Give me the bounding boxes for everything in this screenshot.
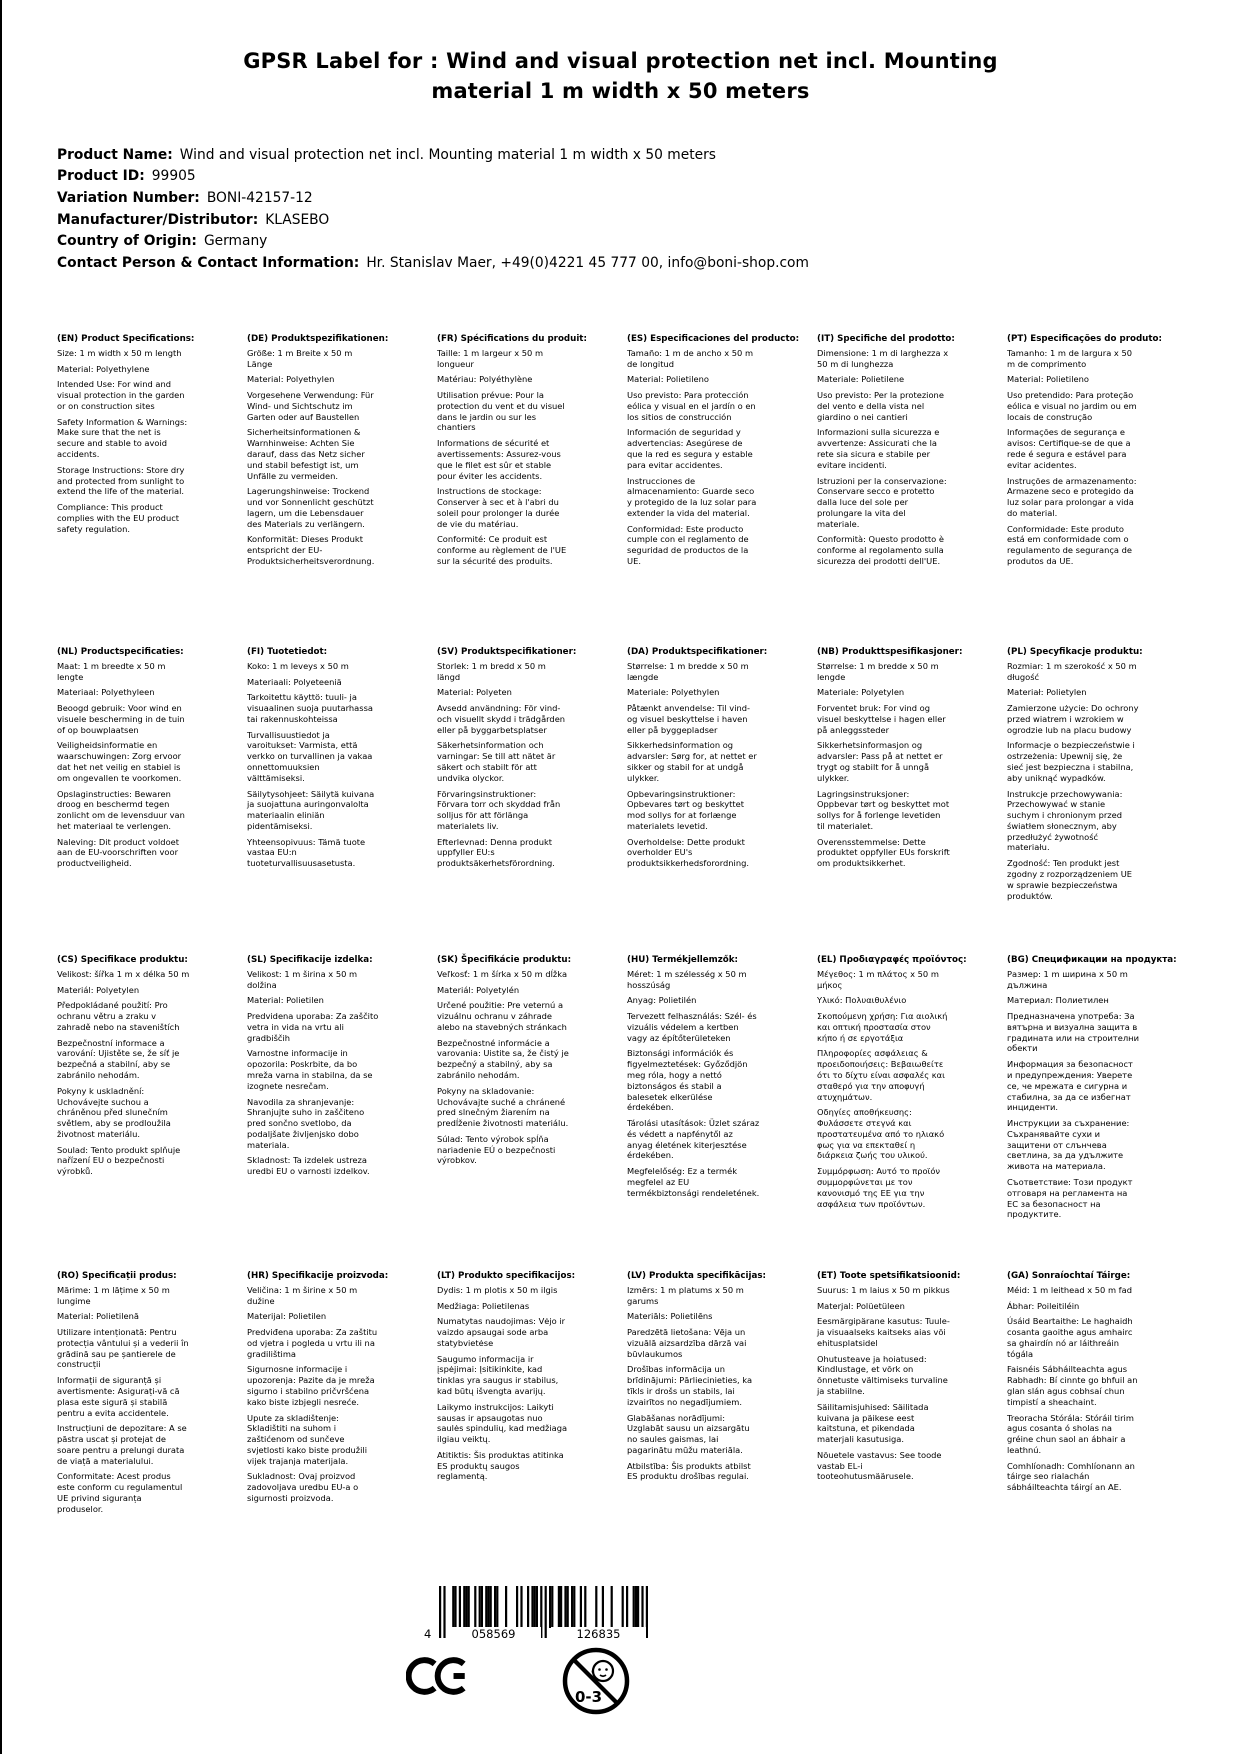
spec-paragraph: Comhlíonadh: Comhlíonann an táirge seo rialachán sábháilteachta táirgí an AE. (1007, 1460, 1135, 1493)
spec-heading: (DA) Produktspecifikationer: (627, 647, 768, 658)
spec-paragraph: Yhteensopivuus: Tämä tuote vastaa EU:n tuoteturvallisuusasetusta. (247, 836, 366, 869)
spec-paragraph: Materjal: Polüetüleen (817, 1300, 905, 1311)
spec-paragraph: Materiale: Polyethylen (627, 687, 720, 698)
product-info-label: Contact Person & Contact Information: (57, 254, 360, 271)
spec-paragraph: Vorgesehene Verwendung: Für Wind- und Sichtschutz im Garten oder auf Baustellen (247, 390, 374, 422)
spec-heading: (LV) Produkta specifikācijas: (627, 1271, 766, 1282)
spec-paragraph: Laikymo instrukcijos: Laikyti sausas ir apsaugotas nuo saulės spindulių, kad medžiaga ilgiau veiktų. (437, 1401, 568, 1445)
spec-paragraph: Předpokládané použití: Pro ochranu větru a zraku v zahradě nebo na staveništích (57, 1000, 180, 1032)
spec-paragraph: Safety Information & Warnings: Make sure that the net is secure and stable to avoid accidents. (57, 416, 188, 459)
spec-heading: (EN) Product Specifications: (57, 334, 195, 345)
spec-paragraph: Material: Polyethylen (247, 374, 335, 385)
spec-paragraph: Informazioni sulla sicurezza e avvertenze: Assicurati che la rete sia sicura e stabile per evitare incidenti. (817, 427, 940, 470)
spec-block-et (817, 1271, 997, 1519)
spec-paragraph: Opslaginstructies: Bewaren droog en beschermd tegen zonlicht om de levensduur van het materiaal te verlengen. (57, 788, 185, 831)
spec-paragraph: Forventet bruk: For vind og visuel beskyttelse i hagen eller på anleggssteder (817, 703, 946, 735)
spec-paragraph: Materiál: Polyetylén (437, 984, 520, 995)
spec-paragraph: Instrucciones de almacenamiento: Guarde seco y protegido de la luz solar para extender la vida del material. (627, 475, 757, 518)
spec-paragraph: Информация за безопасност и предупреждения: Уверете се, че мрежата е сигурна и стабилна, за да се избегнат инциденти. (1007, 1059, 1133, 1113)
product-info-row (57, 231, 1241, 253)
spec-paragraph: Intended Use: For wind and visual protection in the garden or on construction sites (57, 379, 185, 411)
spec-paragraph: Zamierzone użycie: Do ochrony przed wiatrem i wzrokiem w ogrodzie lub na placu budowy (1007, 703, 1139, 735)
spec-heading: (BG) Спецификации на продукта: (1007, 955, 1177, 966)
spec-paragraph: Πληροφορίες ασφάλειας & προειδοποιήσεις: Βεβαιωθείτε ότι το δίχτυ είναι ασφαλές και σταθερό για την αποφυγή ατυχημάτων. (817, 1048, 945, 1102)
spec-paragraph: Suurus: 1 m laius x 50 m pikkus (817, 1284, 950, 1295)
product-info-value: Hr. Stanislav Maer, +49(0)4221 45 777 00, info@boni-shop.com (366, 254, 809, 271)
spec-paragraph: Material: Polietilenă (57, 1311, 139, 1322)
spec-paragraph: Medžiaga: Polietilenas (437, 1300, 530, 1311)
spec-paragraph: Materiál: Polyetylen (57, 984, 140, 995)
spec-paragraph: Zgodność: Ten produkt jest zgodny z rozporządzeniem UE w sprawie bezpieczeństwa produktów. (1007, 858, 1133, 901)
spec-grid (57, 334, 1187, 1519)
spec-paragraph: Megfelelőség: Ez a termék megfelel az EU termékbiztonsági rendeletének. (627, 1166, 760, 1198)
spec-paragraph: Size: 1 m width x 50 m length (57, 347, 182, 358)
spec-paragraph: Saugumo informacija ir įspėjimai: Įsitikinkite, kad tinklas yra saugus ir stabilus, kad būtų išvengta avarijų. (437, 1353, 559, 1396)
product-info (57, 145, 1241, 275)
spec-paragraph: Размер: 1 m ширина x 50 m дължина (1007, 968, 1128, 990)
spec-paragraph: Velikost: 1 m širina x 50 m dolžina (247, 968, 358, 990)
spec-paragraph: Overholdelse: Dette produkt overholder EU's produktsikkerhedsforordning. (627, 836, 749, 869)
spec-block-hu (627, 955, 807, 1271)
spec-paragraph: Predviđena uporaba: Za zaštitu od vjetra i pogleda u vrtu ili na gradilištima (247, 1327, 378, 1359)
product-info-label: Country of Origin: (57, 233, 197, 250)
spec-paragraph: Größe: 1 m Breite x 50 m Länge (247, 347, 353, 369)
spec-paragraph: Instrukcje przechowywania: Przechowywać w stanie suchym i chronionym przed światłem słonecznym, aby przedłużyć żywotność materiału. (1007, 788, 1123, 853)
product-info-value: Germany (203, 233, 268, 250)
spec-paragraph: Taille: 1 m largeur x 50 m longueur (437, 347, 544, 369)
spec-paragraph: Storage Instructions: Store dry and protected from sunlight to extend the life of the material. (57, 464, 185, 497)
spec-paragraph: Veľkosť: 1 m šírka x 50 m dĺžka (437, 968, 568, 979)
spec-paragraph: Sigurnosne informacije i upozorenja: Pazite da je mreža sigurno i stabilno pričvršćena kako biste izbjegli nesreće. (247, 1364, 375, 1407)
spec-paragraph: Istruzioni per la conservazione: Conservare secco e protetto dalla luce del sole per prolungare la vita del materiale. (817, 475, 947, 529)
spec-paragraph: Mărime: 1 m lățime x 50 m lungime (57, 1284, 170, 1306)
spec-paragraph: Nõuetele vastavus: See toode vastab EL-i tooteohutusmäärusele. (817, 1449, 942, 1482)
spec-paragraph: Материал: Полиетилен (1007, 995, 1109, 1006)
spec-paragraph: Pokyny na skladovanie: Uchovávajte suché a chránené pred slnečným žiarením na predĺženie životnosti materiálu. (437, 1085, 569, 1129)
spec-block-fr (437, 334, 617, 647)
spec-heading: (LT) Produkto specifikacijos: (437, 1271, 576, 1282)
page-title: GPSR Label for : Wind and visual protection net incl. Mounting material 1 m width x 50 meters (243, 49, 998, 104)
spec-paragraph: Συμμόρφωση: Αυτό το προϊόν συμμορφώνεται με τον κανονισμό της ΕΕ για την ασφάλεια των προϊόντων. (817, 1166, 941, 1209)
barcode-digit-group1: 058569 (446, 1627, 541, 1641)
spec-paragraph: Drošības informācija un brīdinājumi: Pārliecinieties, ka tīkls ir drošs un stabils, lai izvairītos no negadījumiem. (627, 1364, 753, 1407)
spec-block-el (817, 955, 997, 1271)
spec-heading: (EL) Προδιαγραφές προϊόντος: (817, 955, 967, 966)
page-edge-line (0, 0, 2, 1754)
spec-paragraph: Uso previsto: Para protección eólica y visual en el jardín o en los sitios de construcción (627, 390, 756, 422)
spec-paragraph: Material: Polietileno (627, 374, 709, 385)
spec-heading: (IT) Specifiche del prodotto: (817, 334, 955, 345)
spec-paragraph: Izmērs: 1 m platums x 50 m garums (627, 1284, 744, 1306)
spec-paragraph: Uso pretendido: Para proteção eólica e visual no jardim ou em locais de construção (1007, 390, 1137, 422)
spec-heading: (SK) Špecifikácie produktu: (437, 955, 572, 966)
spec-paragraph: Sikkerhetsinformasjon og advarsler: Pass på at nettet er trygt og stabilt for å unngå ulykker. (817, 740, 943, 783)
spec-heading: (SL) Specifikacije izdelka: (247, 955, 373, 966)
spec-paragraph: Turvallisuustiedot ja varoitukset: Varmista, että verkko on turvallinen ja vakaa onnettomuuksien välttämiseksi. (247, 729, 373, 783)
spec-heading: (NB) Produkttspesifikasjoner: (817, 647, 963, 658)
spec-paragraph: Conformitate: Acest produs este conform cu regulamentul UE privind siguranța produselor. (57, 1471, 183, 1514)
spec-paragraph: Súlad: Tento výrobok spĺňa nariadenie EÚ o bezpečnosti výrobkov. (437, 1133, 556, 1166)
spec-heading: (PL) Specyfikacje produktu: (1007, 647, 1143, 658)
product-info-value: 99905 (151, 168, 196, 185)
spec-paragraph: Ohutusteave ja hoiatused: Kindlustage, et võrk on õnnetuste vältimiseks turvaline ja stabiilne. (817, 1353, 948, 1396)
spec-paragraph: Materiāls: Polietilēns (627, 1311, 713, 1322)
spec-block-bg (1007, 955, 1187, 1271)
spec-paragraph: Anyag: Polietilén (627, 995, 697, 1006)
spec-paragraph: Förvaringsinstruktioner: Förvara torr och skyddad från solljus för att förlänga materialets liv. (437, 788, 561, 831)
spec-paragraph: Påtænkt anvendelse: Til vind- og visuel beskyttelse i haven eller på byggepladser (627, 703, 751, 735)
spec-block-es (627, 334, 807, 647)
spec-block-ga (1007, 1271, 1187, 1519)
spec-paragraph: Materiale: Polyetylen (817, 687, 905, 698)
spec-paragraph: Tervezett felhasználás: Szél- és vizuális védelem a kertben vagy az építőterületeken (627, 1011, 757, 1043)
spec-paragraph: Úsáid Beartaithe: Le haghaidh cosanta gaoithe agus amhairc sa ghairdín nó ar láithreáin tógála (1007, 1316, 1133, 1359)
spec-block-it (817, 334, 997, 647)
product-info-label: Product ID: (57, 168, 145, 185)
spec-paragraph: Koko: 1 m leveys x 50 m (247, 660, 349, 671)
age-warning-label: 0-3 (575, 1688, 603, 1706)
spec-paragraph: Säilytysohjeet: Säilytä kuivana ja suojattuna auringonvalolta materiaalin eliniän pidentämiseksi. (247, 788, 375, 831)
spec-paragraph: Instrucțiuni de depozitare: A se păstra uscat și protejat de soare pentru a prelungi durata de viață a materialului. (57, 1423, 187, 1466)
spec-paragraph: Lagerungshinweise: Trockend und vor Sonnenlicht geschützt lagern, um die Lebensdauer des Materials zu verlängern. (247, 486, 374, 529)
spec-block-sl (247, 955, 427, 1271)
spec-heading: (NL) Productspecificaties: (57, 647, 184, 658)
spec-heading: (HR) Specifikacije proizvoda: (247, 1271, 389, 1282)
spec-paragraph: Säilitamisjuhised: Säilitada kuivana ja päikese eest kaitstuna, et pikendada materjali kasutusiga. (817, 1401, 929, 1445)
spec-block-pt (1007, 334, 1187, 647)
product-info-label: Product Name: (57, 146, 173, 163)
ce-mark-icon (406, 1652, 472, 1700)
spec-block-lt (437, 1271, 617, 1519)
spec-paragraph: Инструкции за съхранение: Съхранявайте сухи и защитени от слънчева светлина, за да удължите живота на материала. (1007, 1118, 1130, 1172)
spec-paragraph: Materiaal: Polyethyleen (57, 687, 155, 698)
spec-paragraph: Uso previsto: Per la protezione del vento e della vista nel giardino o nei cantieri (817, 390, 944, 422)
spec-paragraph: Säkerhetsinformation och varningar: Se till att nätet är säkert och stabilt för att undvika olyckor. (437, 740, 556, 783)
spec-paragraph: Съответствие: Този продукт отговаря на регламента на ЕС за безопасност на продуктите. (1007, 1177, 1133, 1220)
spec-heading: (CS) Specifikace produktu: (57, 955, 188, 966)
product-info-row (57, 166, 1241, 188)
spec-paragraph: Størrelse: 1 m bredde x 50 m lengde (817, 660, 939, 682)
spec-paragraph: Conformité: Ce produit est conforme au règlement de l'UE sur la sécurité des produits. (437, 534, 567, 567)
spec-paragraph: Υλικό: Πολυαιθυλένιο (817, 995, 907, 1006)
spec-heading: (DE) Produktspezifikationen: (247, 334, 389, 345)
spec-paragraph: Soulad: Tento produkt splňuje nařízení EU o bezpečnosti výrobků. (57, 1144, 181, 1177)
spec-paragraph: Faisnéis Sábháilteachta agus Rabhadh: Bí cinnte go bhfuil an glan slán agus cobhsaí chun timpistí a sheachaint. (1007, 1364, 1138, 1407)
product-info-value: Wind and visual protection net incl. Mounting material 1 m width x 50 meters (179, 146, 716, 163)
spec-heading: (RO) Specificații produs: (57, 1271, 177, 1282)
spec-block-fi (247, 647, 427, 955)
spec-paragraph: Matériau: Polyéthylène (437, 374, 533, 385)
spec-paragraph: Μέγεθος: 1 m πλάτος x 50 m μήκος (817, 968, 939, 990)
product-info-label: Manufacturer/Distributor: (57, 211, 259, 228)
spec-paragraph: Bezpečnostní informace a varování: Ujistěte se, že síť je bezpečná a stabilní, aby se zabránilo nehodám. (57, 1037, 180, 1080)
product-info-value: KLASEBO (265, 211, 330, 228)
spec-paragraph: Conformidad: Este producto cumple con el reglamento de seguridad de productos de la UE. (627, 523, 749, 567)
spec-heading: (SV) Produktspecifikationer: (437, 647, 577, 658)
barcode-digit-group2: 126835 (551, 1627, 646, 1641)
spec-heading: (HU) Termékjellemzők: (627, 955, 739, 966)
spec-paragraph: Material: Polietileno (1007, 374, 1089, 385)
spec-paragraph: Material: Polietilen (247, 995, 324, 1006)
spec-block-ro (57, 1271, 237, 1519)
spec-paragraph: Bezpečnostné informácie a varovania: Uistite sa, že čistý je bezpečný a stabilný, aby sa zabránilo nehodám. (437, 1037, 569, 1080)
spec-block-sv (437, 647, 617, 955)
product-info-row (57, 210, 1241, 232)
spec-paragraph: Predvidena uporaba: Za zaščito vetra in vida na vrtu ali gradbiščih (247, 1011, 379, 1043)
spec-paragraph: Méid: 1 m leithead x 50 m fad (1007, 1284, 1132, 1295)
spec-paragraph: Material: Polyethylene (57, 363, 150, 374)
spec-paragraph: Glabāšanas norādījumi: Uzglabāt sausu un aizsargātu no saules gaismas, lai pagarinātu mūžu materiāla. (627, 1412, 750, 1455)
spec-paragraph: Avsedd användning: För vind- och visuellt skydd i trädgården eller på byggarbetsplatser (437, 703, 566, 735)
spec-paragraph: Rozmiar: 1 m szerokość x 50 m długość (1007, 660, 1137, 682)
spec-paragraph: Conformidade: Este produto está em conformidade com o regulamento de segurança de produtos da UE. (1007, 523, 1133, 567)
spec-paragraph: Opbevaringsinstruktioner: Opbevares tørt og beskyttet mod sollys for at forlænge materialets levetid. (627, 788, 745, 831)
spec-paragraph: Σκοπούμενη χρήση: Για αιολική και οπτική προστασία στον κήπο ή σε εργοτάξια (817, 1011, 948, 1043)
spec-paragraph: Informações de segurança e avisos: Certifique-se de que a rede é segura e estável para evitar acidentes. (1007, 427, 1131, 470)
spec-paragraph: Størrelse: 1 m bredde x 50 m længde (627, 660, 749, 682)
spec-paragraph: Veličina: 1 m širine x 50 m dužine (247, 1284, 358, 1306)
spec-paragraph: Určené použitie: Pre veternú a vizuálnu ochranu v záhrade alebo na stavebných stránkach (437, 1000, 567, 1032)
spec-paragraph: Utilisation prévue: Pour la protection du vent et du visuel dans le jardin ou sur les chantiers (437, 390, 565, 433)
spec-block-da (627, 647, 807, 955)
spec-heading: (PT) Especificações do produto: (1007, 334, 1162, 345)
spec-paragraph: Konformität: Dieses Produkt entspricht der EU-Produktsicherheitsverordnung. (247, 534, 375, 567)
spec-paragraph: Tamaño: 1 m de ancho x 50 m de longitud (627, 347, 754, 369)
product-info-row (57, 145, 1241, 167)
spec-paragraph: Conformità: Questo prodotto è conforme al regolamento sulla sicurezza dei prodotti dell'UE. (817, 534, 944, 567)
spec-paragraph: Varnostne informacije in opozorila: Poskrbite, da bo mreža varna in stabilna, da se izognete nesrečam. (247, 1048, 373, 1091)
spec-paragraph: Materiaali: Polyeteeniä (247, 676, 342, 687)
spec-paragraph: Ábhar: Poileitiléin (1007, 1300, 1080, 1311)
spec-paragraph: Atitiktis: Šis produktas atitinka ES produktų saugos reglamentą. (437, 1449, 564, 1482)
spec-paragraph: Sukladnost: Ovaj proizvod zadovoljava uredbu EU-a o sigurnosti proizvoda. (247, 1471, 359, 1504)
ean-barcode (424, 1586, 656, 1644)
spec-paragraph: Veiligheidsinformatie en waarschuwingen: Zorg ervoor dat het net veilig en stabiel is om ongevallen te voorkomen. (57, 740, 182, 783)
spec-paragraph: Skladnost: Ta izdelek ustreza uredbi EU o varnosti izdelkov. (247, 1155, 370, 1177)
spec-paragraph: Maat: 1 m breedte x 50 m lengte (57, 660, 166, 682)
spec-block-nl (57, 647, 237, 955)
spec-paragraph: Tárolási utasítások: Üzlet száraz és védett a napfénytől az anyag életének kiterjesztése érdekében. (627, 1118, 760, 1161)
spec-heading: (FI) Tuotetiedot: (247, 647, 328, 658)
spec-block-nb (817, 647, 997, 955)
spec-paragraph: Instructions de stockage: Conserver à sec et à l'abri du soleil pour prolonger la durée de vie du matériau. (437, 486, 560, 529)
spec-paragraph: Paredzētā lietošana: Vēja un vizuālā aizsardzība dārzā vai būvlaukumos (627, 1327, 747, 1359)
spec-paragraph: Compliance: This product complies with the EU product safety regulation. (57, 502, 180, 534)
spec-paragraph: Upute za skladištenje: Skladištiti na suhom i zaštićenom od sunčeve svjetlosti kako biste produžili vijek trajanja materijala. (247, 1412, 368, 1466)
spec-paragraph: Dydis: 1 m plotis x 50 m ilgis (437, 1284, 558, 1295)
spec-block-en (57, 334, 237, 647)
spec-paragraph: Naleving: Dit product voldoet aan de EU-voorschriften voor productveiligheid. (57, 836, 179, 869)
spec-paragraph: Biztonsági információk és figyelmeztetések: Győződjön meg róla, hogy a nettó biztonságos és stabil a balesetek elkerülése érdekében. (627, 1048, 748, 1113)
spec-paragraph: Atbilstība: Šis produkts atbilst ES produktu drošības regulai. (627, 1460, 751, 1482)
spec-paragraph: Utilizare intenționată: Pentru protecția vântului și a vederii în grădină sau pe șantierele de construcții (57, 1327, 189, 1370)
spec-paragraph: Pokyny k uskladnění: Uchovávejte suchou a chráněnou před slunečním světlem, aby se prodloužila životnost materiálu. (57, 1085, 171, 1139)
spec-paragraph: Sikkerhedsinformation og advarsler: Sørg for, at nettet er sikker og stabil for at undgå ulykker. (627, 740, 757, 783)
product-info-row (57, 188, 1241, 210)
spec-paragraph: Materiale: Polietilene (817, 374, 905, 385)
spec-paragraph: Materijal: Polietilen (247, 1311, 327, 1322)
spec-block-sk (437, 955, 617, 1271)
age-warning-icon (560, 1645, 632, 1717)
spec-paragraph: Предназначена употреба: За вятърна и визуална защита в градината или на строителни обекти (1007, 1011, 1139, 1054)
spec-paragraph: Materiał: Polietylen (1007, 687, 1087, 698)
spec-paragraph: Instruções de armazenamento: Armazene seco e protegido da luz solar para prolongar a vida do material. (1007, 475, 1137, 518)
spec-paragraph: Storlek: 1 m bredd x 50 m längd (437, 660, 546, 682)
spec-block-de (247, 334, 427, 647)
product-info-label: Variation Number: (57, 190, 200, 207)
spec-paragraph: Efterlevnad: Denna produkt uppfyller EU:s produktsäkerhetsförordning. (437, 836, 555, 869)
spec-heading: (GA) Sonraíochtaí Táirge: (1007, 1271, 1131, 1282)
spec-paragraph: Tarkoitettu käyttö: tuuli- ja visuaalinen suoja puutarhassa tai rakennuskohteissa (247, 692, 373, 724)
spec-heading: (ET) Toote spetsifikatsioonid: (817, 1271, 961, 1282)
spec-paragraph: Dimensione: 1 m di larghezza x 50 m di lunghezza (817, 347, 949, 369)
spec-block-pl (1007, 647, 1187, 955)
spec-paragraph: Overensstemmelse: Dette produktet oppfyller EUs forskrift om produktsikkerhet. (817, 836, 950, 869)
spec-paragraph: Treoracha Stórála: Stóráil tirim agus cosanta ó sholas na gréine chun saol an ábhair a leathnú. (1007, 1412, 1134, 1455)
spec-paragraph: Información de seguridad y advertencias: Asegúrese de que la red es segura y estable para evitar accidentes. (627, 427, 753, 470)
spec-paragraph: Material: Polyeten (437, 687, 512, 698)
spec-paragraph: Informations de sécurité et avertissements: Assurez-vous que le filet est sûr et stable pour éviter les accidents. (437, 438, 561, 481)
spec-paragraph: Tamanho: 1 m de largura x 50 m de comprimento (1007, 347, 1133, 369)
spec-paragraph: Numatytas naudojimas: Vėjo ir vaizdo apsaugai sode arba statybvietėse (437, 1316, 566, 1348)
spec-block-hr (247, 1271, 427, 1519)
spec-paragraph: Velikost: šířka 1 m x délka 50 m (57, 968, 190, 979)
spec-heading: (FR) Spécifications du produit: (437, 334, 587, 345)
spec-paragraph: Informații de siguranță și avertismente: Asigurați-vă că plasa este sigură și stabilă pentru a evita accidentele. (57, 1375, 180, 1418)
spec-paragraph: Informacje o bezpieczeństwie i ostrzeżenia: Upewnij się, że sieć jest bezpieczna i stabilna, aby uniknąć wypadków. (1007, 740, 1135, 783)
spec-block-lv (627, 1271, 807, 1519)
spec-paragraph: Οδηγίες αποθήκευσης: Φυλάσσετε στεγνά και προστατευμένα από το ηλιακό φως για να επεκταθεί η διάρκεια ζωής του υλικού. (817, 1107, 945, 1161)
spec-paragraph: Beoogd gebruik: Voor wind en visuele bescherming in de tuin of op bouwplaatsen (57, 703, 185, 735)
spec-paragraph: Lagringsinstruksjoner: Oppbevar tørt og beskyttet mot sollys for å forlenge levetiden til materialet. (817, 788, 950, 831)
product-info-row (57, 253, 1241, 275)
spec-paragraph: Navodila za shranjevanje: Shranjujte suho in zaščiteno pred sončno svetlobo, da podaljšate življenjsko dobo materiala. (247, 1096, 365, 1150)
spec-paragraph: Sicherheitsinformationen & Warnhinweise: Achten Sie darauf, dass das Netz sicher und stabil befestigt ist, um Unfälle zu vermeiden. (247, 427, 365, 481)
spec-paragraph: Eesmärgipärane kasutus: Tuule- ja visuaalseks kaitseks aias või ehitusplatsidel (817, 1316, 950, 1348)
spec-paragraph: Méret: 1 m szélesség x 50 m hosszúság (627, 968, 747, 990)
barcode-digit-lead: 4 (424, 1627, 432, 1641)
product-info-value: BONI-42157-12 (206, 190, 313, 207)
spec-block-cs (57, 955, 237, 1271)
spec-heading: (ES) Especificaciones del producto: (627, 334, 800, 345)
